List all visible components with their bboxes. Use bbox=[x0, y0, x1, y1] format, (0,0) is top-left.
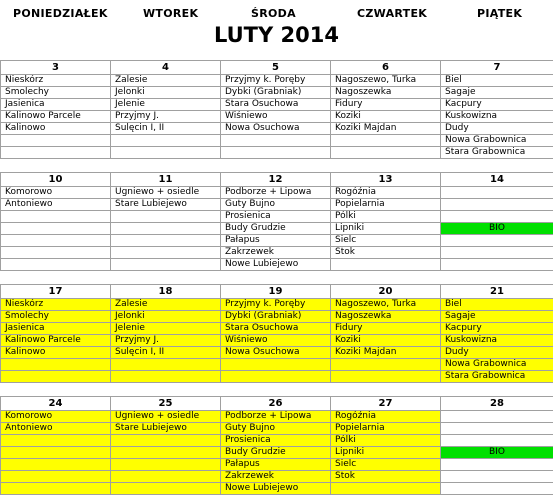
village-cell bbox=[441, 235, 553, 247]
table-row bbox=[1, 199, 553, 211]
village-cell: Wiśniewo bbox=[221, 335, 331, 347]
date-number: 14 bbox=[441, 173, 553, 187]
village-cell: Guty Bujno bbox=[221, 423, 331, 435]
village-cell: Koziki Majdan bbox=[331, 347, 441, 359]
village-cell: Zakrzewek bbox=[221, 471, 331, 483]
village-cell bbox=[221, 371, 331, 383]
table-row bbox=[1, 111, 553, 123]
bio-cell: BIO bbox=[441, 447, 553, 459]
village-cell bbox=[441, 247, 553, 259]
date-number: 26 bbox=[221, 397, 331, 411]
village-cell bbox=[441, 211, 553, 223]
village-cell: Lipniki bbox=[331, 447, 441, 459]
village-cell bbox=[111, 459, 221, 471]
day-header-friday: PIĄTEK bbox=[477, 7, 523, 20]
village-cell: Nowe Lubiejewo bbox=[221, 483, 331, 495]
table-row bbox=[1, 299, 553, 311]
date-row bbox=[1, 285, 553, 299]
village-cell bbox=[111, 435, 221, 447]
village-cell: Biel bbox=[441, 299, 553, 311]
table-row bbox=[1, 459, 553, 471]
village-cell: Jelonki bbox=[111, 311, 221, 323]
table-row bbox=[1, 335, 553, 347]
village-cell bbox=[111, 359, 221, 371]
village-cell bbox=[221, 147, 331, 159]
date-number: 24 bbox=[1, 397, 111, 411]
table-row bbox=[1, 435, 553, 447]
table-row bbox=[1, 359, 553, 371]
date-number: 7 bbox=[441, 61, 553, 75]
village-cell: Przyjmy k. Poręby bbox=[221, 75, 331, 87]
village-cell: Sagaje bbox=[441, 87, 553, 99]
village-cell: Przyjmy J. bbox=[111, 335, 221, 347]
village-cell bbox=[1, 147, 111, 159]
village-cell: Jelonki bbox=[111, 87, 221, 99]
table-row bbox=[1, 247, 553, 259]
village-cell bbox=[441, 259, 553, 271]
bio-cell: BIO bbox=[441, 223, 553, 235]
week-table bbox=[0, 172, 553, 271]
table-row bbox=[1, 259, 553, 271]
table-row bbox=[1, 423, 553, 435]
table-row bbox=[1, 311, 553, 323]
village-cell: Podborze + Lipowa bbox=[221, 411, 331, 423]
week-table bbox=[0, 396, 553, 495]
village-cell: Nowa Osuchowa bbox=[221, 123, 331, 135]
village-cell bbox=[1, 247, 111, 259]
village-cell: Dybki (Grabniak) bbox=[221, 311, 331, 323]
village-cell: Smolechy bbox=[1, 87, 111, 99]
table-row bbox=[1, 347, 553, 359]
village-cell: Nagoszewka bbox=[331, 87, 441, 99]
village-cell: Nagoszewo, Turka bbox=[331, 299, 441, 311]
village-cell: Stare Lubiejewo bbox=[111, 423, 221, 435]
village-cell bbox=[331, 359, 441, 371]
date-number: 20 bbox=[331, 285, 441, 299]
date-number: 27 bbox=[331, 397, 441, 411]
village-cell: Kalinowo Parcele bbox=[1, 335, 111, 347]
village-cell bbox=[441, 435, 553, 447]
table-row bbox=[1, 211, 553, 223]
village-cell: Jelenie bbox=[111, 323, 221, 335]
village-cell: Kacpury bbox=[441, 99, 553, 111]
table-row bbox=[1, 223, 553, 235]
date-number: 19 bbox=[221, 285, 331, 299]
village-cell: Biel bbox=[441, 75, 553, 87]
village-cell bbox=[1, 447, 111, 459]
village-cell bbox=[1, 235, 111, 247]
village-cell: Smolechy bbox=[1, 311, 111, 323]
table-row bbox=[1, 471, 553, 483]
village-cell bbox=[1, 371, 111, 383]
village-cell bbox=[111, 471, 221, 483]
village-cell bbox=[1, 211, 111, 223]
village-cell: Wiśniewo bbox=[221, 111, 331, 123]
village-cell: Przyjmy k. Poręby bbox=[221, 299, 331, 311]
village-cell: Jasienica bbox=[1, 99, 111, 111]
village-cell: Kuskowizna bbox=[441, 111, 553, 123]
village-cell bbox=[1, 459, 111, 471]
village-cell: Prosienica bbox=[221, 211, 331, 223]
village-cell: Dudy bbox=[441, 347, 553, 359]
village-cell: Fidury bbox=[331, 323, 441, 335]
date-number: 6 bbox=[331, 61, 441, 75]
village-cell bbox=[441, 411, 553, 423]
village-cell: Guty Bujno bbox=[221, 199, 331, 211]
date-number: 4 bbox=[111, 61, 221, 75]
village-cell: Stara Grabownica bbox=[441, 147, 553, 159]
village-cell: Sielc bbox=[331, 235, 441, 247]
village-cell bbox=[111, 223, 221, 235]
village-cell bbox=[1, 223, 111, 235]
week-table bbox=[0, 284, 553, 383]
date-row bbox=[1, 397, 553, 411]
table-row bbox=[1, 123, 553, 135]
village-cell bbox=[331, 371, 441, 383]
village-cell: Sagaje bbox=[441, 311, 553, 323]
date-number: 28 bbox=[441, 397, 553, 411]
village-cell bbox=[111, 135, 221, 147]
village-cell bbox=[331, 483, 441, 495]
date-row bbox=[1, 61, 553, 75]
village-cell: Pólki bbox=[331, 435, 441, 447]
village-cell: Dudy bbox=[441, 123, 553, 135]
village-cell: Prosienica bbox=[221, 435, 331, 447]
village-cell: Kuskowizna bbox=[441, 335, 553, 347]
village-cell: Koziki Majdan bbox=[331, 123, 441, 135]
day-header-monday: PONIEDZIAŁEK bbox=[13, 7, 108, 20]
date-number: 12 bbox=[221, 173, 331, 187]
village-cell: Zakrzewek bbox=[221, 247, 331, 259]
village-cell: Komorowo bbox=[1, 411, 111, 423]
village-cell: Dybki (Grabniak) bbox=[221, 87, 331, 99]
date-row bbox=[1, 173, 553, 187]
village-cell: Popielarnia bbox=[331, 423, 441, 435]
table-row bbox=[1, 323, 553, 335]
village-cell: Koziki bbox=[331, 335, 441, 347]
table-row bbox=[1, 371, 553, 383]
village-cell: Jasienica bbox=[1, 323, 111, 335]
village-cell: Kalinowo Parcele bbox=[1, 111, 111, 123]
village-cell: Kacpury bbox=[441, 323, 553, 335]
village-cell: Kalinowo bbox=[1, 347, 111, 359]
date-number: 21 bbox=[441, 285, 553, 299]
village-cell bbox=[111, 147, 221, 159]
village-cell bbox=[1, 135, 111, 147]
village-cell bbox=[331, 259, 441, 271]
village-cell bbox=[221, 135, 331, 147]
village-cell: Podborze + Lipowa bbox=[221, 187, 331, 199]
table-row bbox=[1, 411, 553, 423]
village-cell bbox=[111, 211, 221, 223]
village-cell: Ugniewo + osiedle bbox=[111, 411, 221, 423]
village-cell: Nowa Grabownica bbox=[441, 359, 553, 371]
date-number: 13 bbox=[331, 173, 441, 187]
village-cell bbox=[111, 247, 221, 259]
village-cell: Zalesie bbox=[111, 299, 221, 311]
village-cell bbox=[331, 147, 441, 159]
village-cell bbox=[441, 423, 553, 435]
village-cell: Stok bbox=[331, 247, 441, 259]
village-cell: Popielarnia bbox=[331, 199, 441, 211]
village-cell bbox=[441, 483, 553, 495]
village-cell: Budy Grudzie bbox=[221, 223, 331, 235]
village-cell: Sulęcin I, II bbox=[111, 123, 221, 135]
village-cell: Stare Lubiejewo bbox=[111, 199, 221, 211]
village-cell bbox=[441, 187, 553, 199]
village-cell: Stara Osuchowa bbox=[221, 323, 331, 335]
village-cell bbox=[1, 259, 111, 271]
village-cell bbox=[111, 235, 221, 247]
village-cell: Nieskórz bbox=[1, 299, 111, 311]
village-cell: Antoniewo bbox=[1, 199, 111, 211]
table-row bbox=[1, 187, 553, 199]
village-cell: Sielc bbox=[331, 459, 441, 471]
village-cell: Nieskórz bbox=[1, 75, 111, 87]
date-number: 5 bbox=[221, 61, 331, 75]
village-cell bbox=[111, 259, 221, 271]
village-cell bbox=[441, 471, 553, 483]
village-cell bbox=[1, 435, 111, 447]
village-cell: Nagoszewo, Turka bbox=[331, 75, 441, 87]
village-cell: Fidury bbox=[331, 99, 441, 111]
village-cell: Nagoszewka bbox=[331, 311, 441, 323]
village-cell: Rogóźnia bbox=[331, 411, 441, 423]
village-cell: Sulęcin I, II bbox=[111, 347, 221, 359]
date-number: 25 bbox=[111, 397, 221, 411]
day-header-thursday: CZWARTEK bbox=[357, 7, 428, 20]
table-row bbox=[1, 483, 553, 495]
village-cell bbox=[221, 359, 331, 371]
village-cell bbox=[1, 471, 111, 483]
village-cell bbox=[1, 483, 111, 495]
village-cell bbox=[111, 483, 221, 495]
date-number: 18 bbox=[111, 285, 221, 299]
table-row bbox=[1, 135, 553, 147]
village-cell: Pałapus bbox=[221, 235, 331, 247]
village-cell bbox=[441, 199, 553, 211]
village-cell bbox=[111, 447, 221, 459]
day-header-tuesday: WTOREK bbox=[143, 7, 199, 20]
date-number: 3 bbox=[1, 61, 111, 75]
village-cell bbox=[441, 459, 553, 471]
table-row bbox=[1, 75, 553, 87]
village-cell: Stara Osuchowa bbox=[221, 99, 331, 111]
table-row bbox=[1, 235, 553, 247]
date-number: 10 bbox=[1, 173, 111, 187]
table-row bbox=[1, 147, 553, 159]
village-cell bbox=[1, 359, 111, 371]
village-cell: Kalinowo bbox=[1, 123, 111, 135]
village-cell: Pólki bbox=[331, 211, 441, 223]
village-cell: Stok bbox=[331, 471, 441, 483]
village-cell: Koziki bbox=[331, 111, 441, 123]
village-cell bbox=[111, 371, 221, 383]
village-cell: Przyjmy J. bbox=[111, 111, 221, 123]
village-cell: Ugniewo + osiedle bbox=[111, 187, 221, 199]
village-cell: Jelenie bbox=[111, 99, 221, 111]
village-cell: Budy Grudzie bbox=[221, 447, 331, 459]
village-cell: Komorowo bbox=[1, 187, 111, 199]
village-cell: Nowa Osuchowa bbox=[221, 347, 331, 359]
date-number: 11 bbox=[111, 173, 221, 187]
week-table bbox=[0, 60, 553, 159]
village-cell: Rogóźnia bbox=[331, 187, 441, 199]
village-cell: Zalesie bbox=[111, 75, 221, 87]
village-cell: Stara Grabownica bbox=[441, 371, 553, 383]
table-row bbox=[1, 447, 553, 459]
village-cell: Lipniki bbox=[331, 223, 441, 235]
village-cell: Nowe Lubiejewo bbox=[221, 259, 331, 271]
table-row bbox=[1, 87, 553, 99]
date-number: 17 bbox=[1, 285, 111, 299]
table-row bbox=[1, 99, 553, 111]
village-cell: Nowa Grabownica bbox=[441, 135, 553, 147]
village-cell: Pałapus bbox=[221, 459, 331, 471]
village-cell: Antoniewo bbox=[1, 423, 111, 435]
day-header-wednesday: ŚRODA bbox=[251, 7, 296, 20]
month-title: LUTY 2014 bbox=[214, 23, 339, 47]
village-cell bbox=[331, 135, 441, 147]
